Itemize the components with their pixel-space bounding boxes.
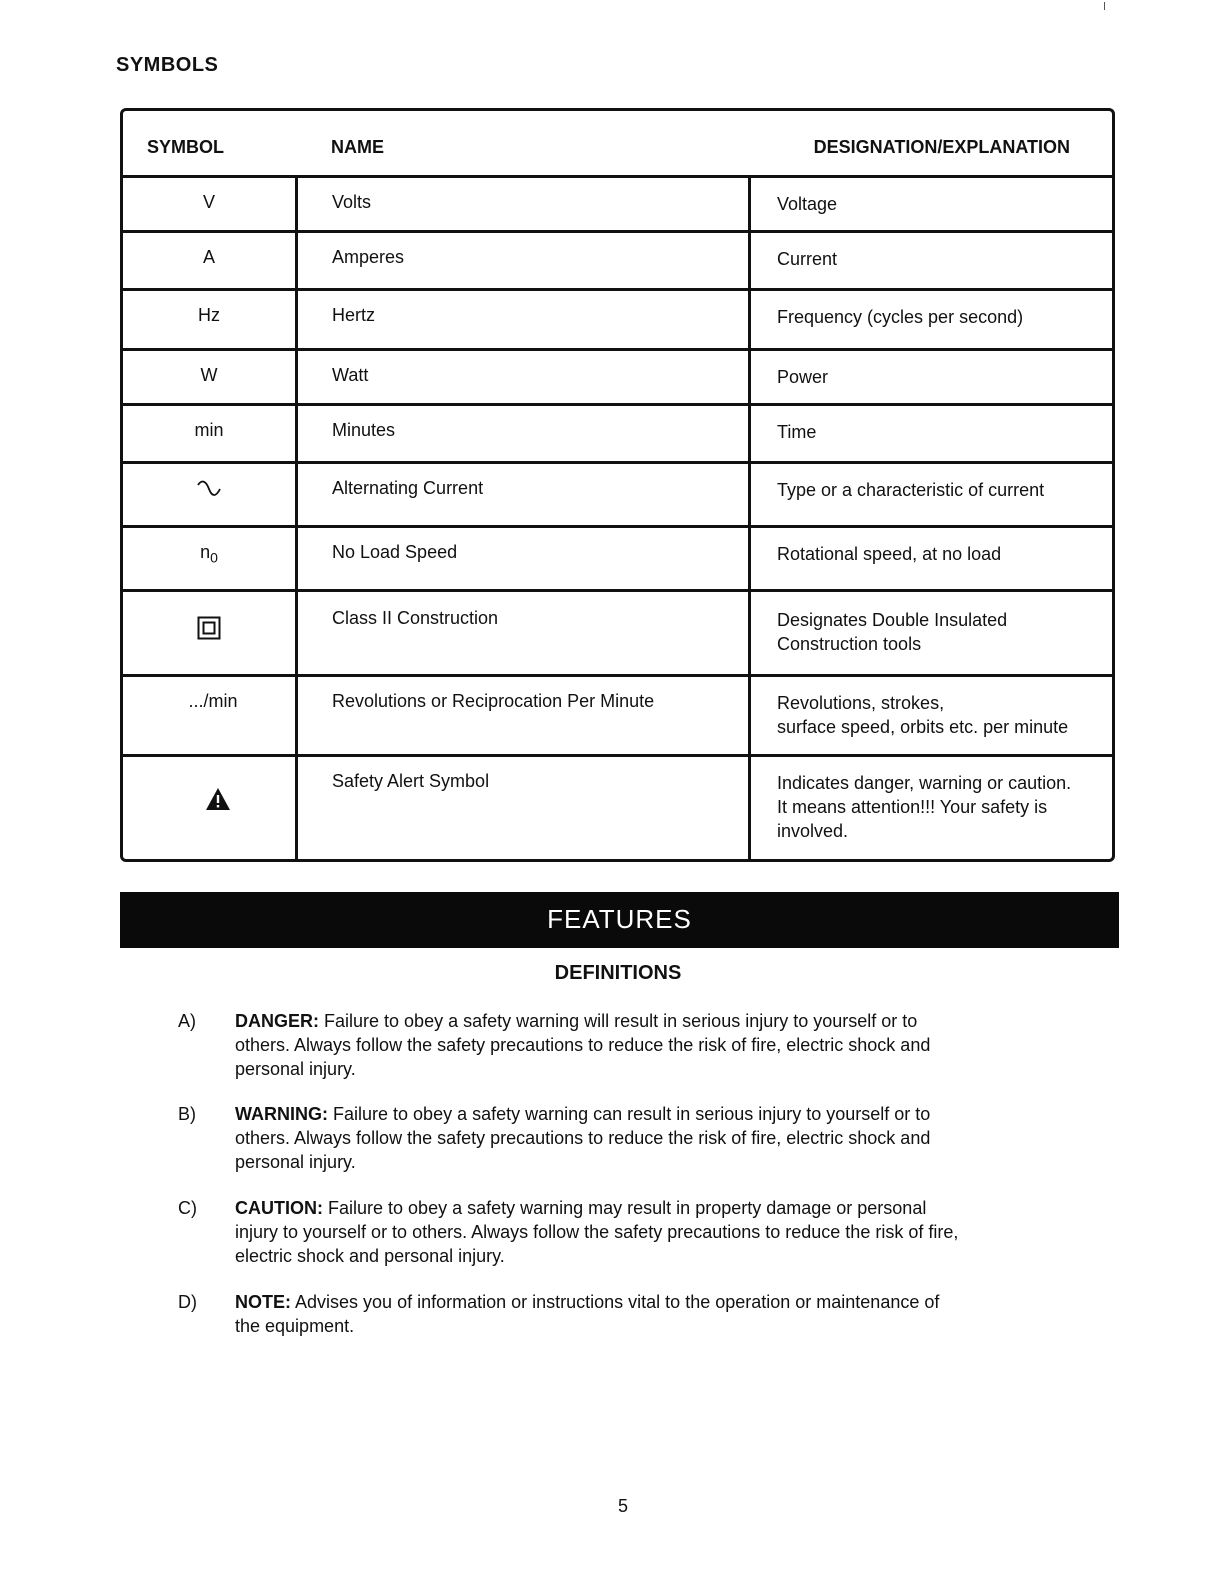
definition-term: CAUTION: <box>235 1198 323 1218</box>
definition-letter: C) <box>178 1198 197 1218</box>
definition-line: personal injury. <box>235 1059 356 1079</box>
table-row <box>123 592 1112 677</box>
name-cell: No Load Speed <box>298 528 751 589</box>
definition-line: electric shock and personal injury. <box>235 1246 505 1266</box>
symbol-main: n <box>200 542 211 562</box>
definition-line: others. Always follow the safety precautions to reduce the risk of fire, electric shock and <box>235 1128 931 1148</box>
alternating-current-icon <box>196 479 222 499</box>
table-row <box>123 351 1112 406</box>
symbol-cell: W <box>123 351 298 403</box>
table-row <box>123 233 1112 291</box>
name-cell: Amperes <box>298 233 751 288</box>
designation-cell <box>751 406 1112 461</box>
symbol-cell: A <box>123 233 298 288</box>
designation-line: surface speed, orbits etc. per minute <box>777 717 1069 737</box>
features-banner: FEATURES <box>120 892 1119 948</box>
name-cell: Watt <box>298 351 751 403</box>
definition-term: WARNING: <box>235 1104 328 1124</box>
definition-line: Failure to obey a safety warning can result in serious injury to yourself or to <box>333 1104 931 1124</box>
name-cell: Class II Construction <box>298 592 751 674</box>
designation-cell <box>751 233 1112 288</box>
header-symbol: SYMBOL <box>147 136 225 157</box>
designation-cell <box>751 757 1112 859</box>
definition-term: DANGER: <box>235 1011 319 1031</box>
designation-cell <box>751 464 1112 525</box>
name-cell: Volts <box>298 178 751 230</box>
symbol-cell <box>123 757 298 859</box>
definition-line: Failure to obey a safety warning will result in serious injury to yourself or to <box>324 1011 918 1031</box>
designation-line: Time <box>777 422 817 442</box>
symbol-cell <box>123 528 298 589</box>
designation-line: Construction tools <box>777 634 922 654</box>
symbol-subscript: 0 <box>210 549 218 566</box>
symbol-cell: V <box>123 178 298 230</box>
definition-line: Failure to obey a safety warning may result in property damage or personal <box>328 1198 927 1218</box>
designation-line: Voltage <box>777 194 838 214</box>
designation-cell <box>751 592 1112 674</box>
name-cell: Hertz <box>298 291 751 348</box>
table-row <box>123 677 1112 757</box>
table-header-row <box>123 111 1112 178</box>
symbol-cell: min <box>123 406 298 461</box>
name-cell: Minutes <box>298 406 751 461</box>
designation-line: Rotational speed, at no load <box>777 544 1002 564</box>
definition-letter: A) <box>178 1011 196 1031</box>
table-row <box>123 406 1112 464</box>
definition-letter: D) <box>178 1292 197 1312</box>
table-row <box>123 464 1112 528</box>
page-number: 5 <box>617 1496 628 1516</box>
designation-line: Current <box>777 249 838 269</box>
definition-item <box>178 1196 1058 1268</box>
designation-line: Revolutions, strokes, <box>777 693 945 713</box>
definition-item <box>178 1102 1058 1174</box>
definitions-heading: DEFINITIONS <box>554 962 682 984</box>
symbol-cell <box>123 592 298 674</box>
definition-letter: B) <box>178 1104 196 1124</box>
name-cell: Revolutions or Reciprocation Per Minute <box>298 677 751 754</box>
symbol-cell: Hz <box>123 291 298 348</box>
designation-line: Frequency (cycles per second) <box>777 307 1024 327</box>
definition-line: the equipment. <box>235 1316 355 1336</box>
designation-cell <box>751 677 1112 754</box>
definition-item <box>178 1290 1058 1338</box>
name-cell: Alternating Current <box>298 464 751 525</box>
definition-item <box>178 1009 1058 1081</box>
designation-line: Indicates danger, warning or caution. <box>777 773 1072 793</box>
definition-line: personal injury. <box>235 1152 356 1172</box>
definition-line: others. Always follow the safety precautions to reduce the risk of fire, electric shock and <box>235 1035 931 1055</box>
name-cell: Safety Alert Symbol <box>298 757 751 859</box>
designation-cell <box>751 291 1112 348</box>
designation-line: Designates Double Insulated <box>777 610 1008 630</box>
designation-cell <box>751 528 1112 589</box>
safety-alert-icon <box>205 787 231 811</box>
table-row <box>123 291 1112 351</box>
scan-mark <box>1104 2 1105 10</box>
double-insulated-icon <box>197 616 221 640</box>
designation-line: involved. <box>777 821 849 841</box>
definition-term: NOTE: <box>235 1292 291 1312</box>
designation-line: Power <box>777 367 829 387</box>
symbols-table <box>120 108 1115 862</box>
definition-line: injury to yourself or to others. Always follow the safety precautions to reduce the risk of fire, <box>235 1222 959 1242</box>
symbol-cell: .../min <box>123 677 298 754</box>
designation-cell <box>751 351 1112 403</box>
definition-line: Advises you of information or instructions vital to the operation or maintenance of <box>295 1292 940 1312</box>
header-name: NAME <box>331 136 384 157</box>
symbols-heading: SYMBOLS <box>116 54 219 76</box>
designation-line: Type or a characteristic of current <box>777 480 1045 500</box>
symbol-cell <box>123 464 298 525</box>
designation-line: It means attention!!! Your safety is <box>777 797 1048 817</box>
designation-cell <box>751 178 1112 230</box>
header-designation: DESIGNATION/EXPLANATION <box>813 136 1070 157</box>
table-row <box>123 178 1112 233</box>
table-row <box>123 757 1112 859</box>
table-row <box>123 528 1112 592</box>
